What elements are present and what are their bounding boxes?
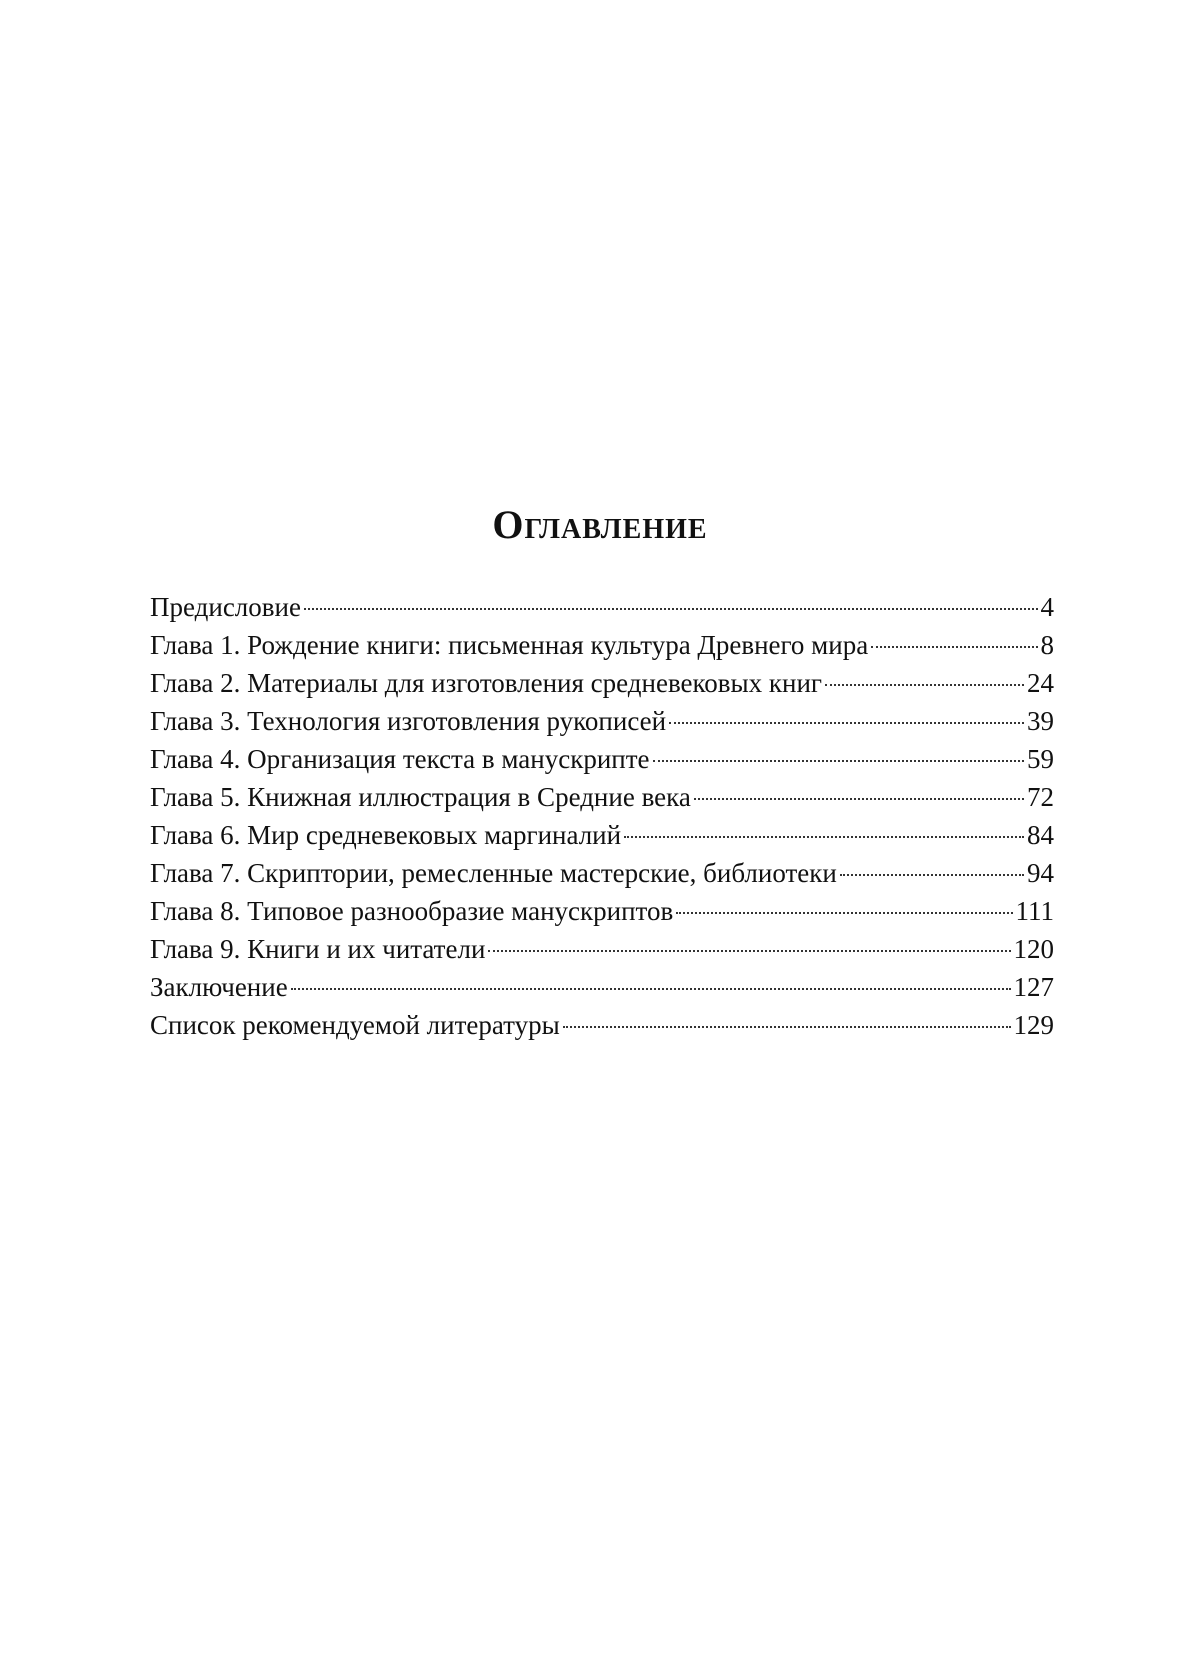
toc-entry-page-number: 94 [1027,858,1054,888]
toc-entry-label: Глава 7. Скриптории, ремесленные мастерские, библиотеки [150,858,837,888]
toc-entry-label: Список рекомендуемой литературы [150,1010,560,1040]
dot-leader [694,798,1024,800]
toc-entry-chapter-9[interactable] [150,930,1054,968]
toc-entry-page-number: 72 [1027,782,1054,812]
toc-entry-chapter-4[interactable] [150,740,1054,778]
toc-entry-bibliography[interactable] [150,1006,1054,1044]
dot-leader [669,722,1024,724]
toc-entry-chapter-6[interactable] [150,816,1054,854]
toc-entry-chapter-1[interactable] [150,626,1054,664]
toc-entry-label: Глава 4. Организация текста в манускрипте [150,744,650,774]
toc-entry-label: Глава 6. Мир средневековых маргиналий [150,820,622,850]
toc-entry-chapter-8[interactable] [150,892,1054,930]
dot-leader [871,646,1037,648]
toc-entry-label: Глава 1. Рождение книги: письменная культура Древнего мира [150,630,869,660]
dot-leader [488,950,1010,952]
toc-entry-page-number: 4 [1040,592,1054,622]
toc-entry-label: Заключение [150,972,288,1002]
toc-entry-page-number: 120 [1013,934,1054,964]
toc-entry-page-number: 8 [1040,630,1054,660]
dot-leader [304,608,1038,610]
toc-entry-page-number: 129 [1013,1010,1054,1040]
dot-leader [624,836,1024,838]
toc-entry-page-number: 39 [1027,706,1054,736]
toc-entry-page-number: 127 [1013,972,1054,1002]
dot-leader [291,988,1011,990]
toc-entry-chapter-3[interactable] [150,702,1054,740]
page-title: Оглавление [492,502,708,547]
toc-entry-label: Глава 5. Книжная иллюстрация в Средние века [150,782,691,812]
dot-leader [563,1026,1011,1028]
toc-entry-chapter-5[interactable] [150,778,1054,816]
toc-entry-label: Глава 9. Книги и их читатели [150,934,486,964]
table-of-contents [150,588,1054,1044]
toc-entry-page-number: 24 [1027,668,1054,698]
dot-leader [676,912,1012,914]
dot-leader [825,684,1024,686]
toc-entry-label: Глава 2. Материалы для изготовления средневековых книг [150,668,823,698]
toc-entry-chapter-2[interactable] [150,664,1054,702]
toc-entry-page-number: 84 [1027,820,1054,850]
toc-entry-label: Глава 3. Технология изготовления рукописей [150,706,667,736]
toc-entry-preface[interactable] [150,588,1054,626]
toc-entry-conclusion[interactable] [150,968,1054,1006]
toc-entry-page-number: 111 [1015,896,1054,926]
toc-entry-label: Предисловие [150,592,301,622]
toc-entry-chapter-7[interactable] [150,854,1054,892]
toc-entry-page-number: 59 [1027,744,1054,774]
dot-leader [840,874,1024,876]
dot-leader [653,760,1024,762]
toc-entry-label: Глава 8. Типовое разнообразие манускриптов [150,896,674,926]
